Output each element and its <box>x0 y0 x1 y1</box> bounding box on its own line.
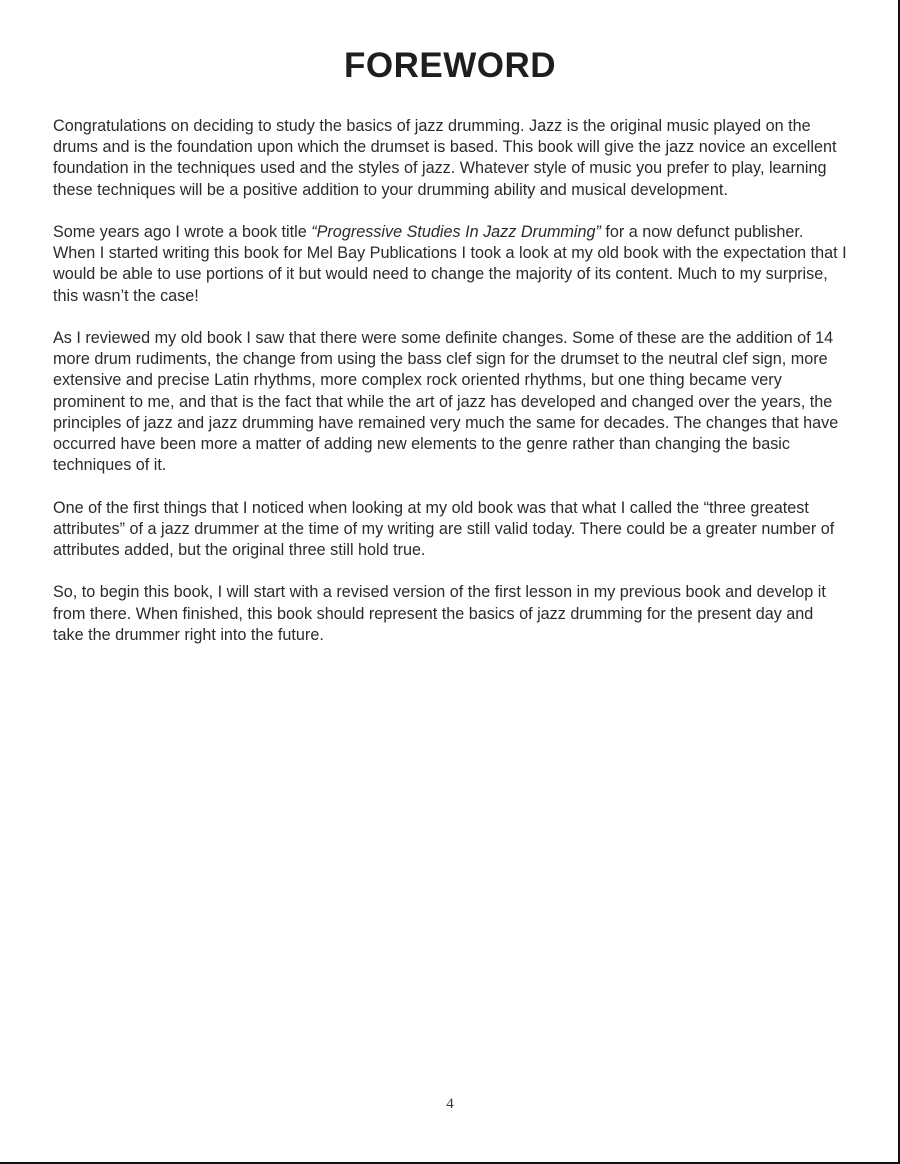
book-title-reference: “Progressive Studies In Jazz Drumming” <box>311 223 601 241</box>
paragraph-changes: As I reviewed my old book I saw that there were some definite changes. Some of these are the addition of 14 more drum rudiments, the change from using the bass clef sign for the drumset to the neutral clef sign, more extensive and precise Latin rhythms, more complex rock oriented rhythms, but one thing became very prominent to me, and that is the fact that while the art of jazz has developed and changed over the years, the principles of jazz and jazz drumming have remained very much the same for decades. The changes that have occurred have been more a matter of adding new elements to the genre rather than changing the basic techniques of it. <box>53 329 839 475</box>
paragraph-previous-book <box>53 222 847 307</box>
paragraph-attributes: One of the first things that I noticed when looking at my old book was that what I called the “three greatest attributes” of a jazz drummer at the time of my writing are still valid today. There could be a greater number of attributes added, but the original three still hold true. <box>53 498 835 560</box>
paragraph-intro: Congratulations on deciding to study the basics of jazz drumming. Jazz is the original music played on the drums and is the foundation upon which the drumset is based. This book will give the jazz novice an excellent foundation in the techniques used and the styles of jazz. Whatever style of music you prefer to play, learning these techniques will be a positive addition to your drumming ability and musical development. <box>53 117 837 199</box>
page-number: 4 <box>446 1096 454 1112</box>
paragraph-beginning: So, to begin this book, I will start with a revised version of the first lesson in my previous book and develop it from there. When finished, this book should represent the basics of jazz drumming for the present day and take the drummer right into the future. <box>53 583 826 644</box>
paragraph-previous-book-text-start: Some years ago I wrote a book title <box>53 223 312 241</box>
paragraph-previous-book-text-end: for a now defunct publisher. When I started writing this book for Mel Bay Publications I took a look at my old book with the expectation that I would be able to use portions of it but would need to change the majority of its content. Much to my surprise, this wasn’t the case! <box>53 223 847 305</box>
page-title: FOREWORD <box>343 46 557 85</box>
foreword-body <box>53 116 847 667</box>
